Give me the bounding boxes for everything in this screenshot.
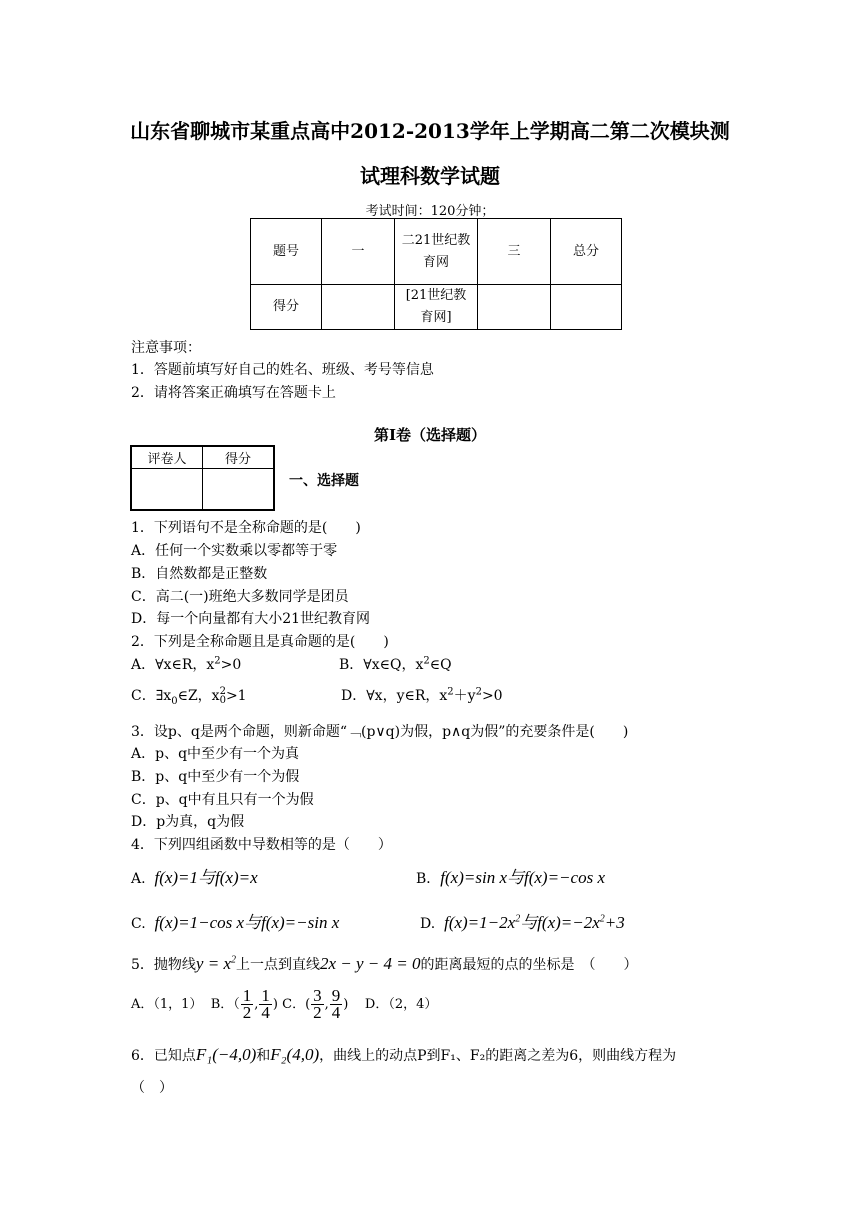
question-6 [131,1045,676,1065]
q2-b-pre: B．∀x∈Q，x [339,657,424,673]
q2-a-pre: A．∀x∈R，x [131,657,215,673]
q6-f1: F₁(−4,0) [195,1045,257,1064]
q2-option-b: B．∀x∈Q，$x^2\in Q$ [339,655,452,673]
score-table-cell: 总分 [551,219,622,285]
q1-option-a: A．任何一个实数乘以零都等于零 [131,543,338,559]
q5-option-b: B．（ [210,997,240,1012]
q5-frac-den: 2 [242,1003,252,1022]
q5-frac-num: 3 [313,986,322,1005]
q2-d-post: >0 [481,688,503,704]
q1-option-d: D．每一个向量都有大小21世纪教育网 [131,611,371,627]
q5-mid: 上一点到直线 [235,957,320,973]
grader-reviewer-cell [131,468,203,510]
q5-frac-num: 1 [242,986,252,1005]
q4-option-a [131,863,258,888]
q5-option-c: C．( [282,997,311,1012]
score-table-cell [322,285,395,330]
q2-c-post: >1 [225,688,247,704]
question-3: 3．设p、q是两个命题，则新命题“﹁(p∨q)为假，p∧q为假”的充要条件是( ) [131,724,629,740]
grader-reviewer-label: 评卷人 [131,446,203,468]
q5-option-d: D．（2，4） [364,997,438,1012]
grader-score-label: 得分 [203,446,275,468]
q6-and: 和 [256,1048,271,1064]
q5-math-1: y = x [195,954,231,973]
q4-d-pre: f(x)=1−2x [444,913,516,932]
score-table-cell: 二21世纪教育网 [395,219,478,285]
q5-frac-num: 1 [261,986,270,1005]
grader-score-cell [203,468,275,510]
q5-options: A．（1，1） B．（ $\frac{1}{2}$ , $\frac{1}{4}$ ) C．( $\frac{3}{2}$ , $\frac{9}{4}$ ) D．（2，4） [131,986,438,1022]
q5-option-a: A．（1，1） [131,997,203,1012]
q4-option-d: D. $f(x)=1-2x^2$与$f(x)=-2x^2+3$ [420,913,625,932]
note-item: 1．答题前填写好自己的姓名、班级、考号等信息 [131,362,434,378]
q1-option-b: B．自然数都是正整数 [131,566,268,582]
q2-d-mid: ＋y [453,688,476,704]
q2-option-c: C．$\exists x_0\in Z$，x2 0>1 [131,686,247,707]
q3-option-c: C．p、q中有且只有一个为假 [131,792,314,808]
q5-frac-num: 9 [331,986,341,1005]
note-item: 2．请将答案正确填写在答题卡上 [131,385,336,401]
q3-option-a: A．p、q中至少有一个为真 [131,746,300,762]
q1-option-c: C．高二(一)班绝大多数同学是团员 [131,589,349,605]
q2-option-d: D．∀x，y∈R，$x^2+y^2>0$ [341,686,503,704]
q4-a-math: f(x)=1与f(x)=x [154,868,258,887]
q4-a-label: A. [131,871,146,887]
q4-d-mid: 与f(x)=−2x [520,913,600,932]
score-table-cell: 得分 [251,285,322,330]
grader-table [130,445,275,511]
score-table-cell: 题号 [251,219,322,285]
q5-math-2: 2x − y − 4 = 0 [319,954,421,973]
q4-d-label: D. [420,916,436,932]
q4-b-label: B． [416,871,441,887]
score-table-cell: 一 [322,219,395,285]
q6-f2: F₂(4,0) [270,1045,320,1064]
title-line-2: 试理科数学试题 [360,164,500,188]
q6-paren: （ ） [131,1080,173,1096]
q5-post: 的距离最短的点的坐标是 （ ） [420,957,638,973]
score-table-cell: [21世纪教育网] [395,285,478,330]
q2-c-mid: ∈Z，x [177,688,220,704]
score-table-cell: 三 [478,219,551,285]
q4-b-math: f(x)=sin x与f(x)=−cos x [440,868,605,887]
q4-c-math: f(x)=1−cos x与f(x)=−sin x [154,913,340,932]
score-table-cell [478,285,551,330]
score-table [250,218,622,330]
q5-pre: 5．抛物线 [131,957,196,973]
q2-b-post: ∈Q [429,657,452,673]
title-line-1: 山东省聊城市某重点高中2012-2013学年上学期高二第二次模块测 [130,119,730,143]
notes-heading: 注意事项： [131,340,201,356]
score-table-cell [551,285,622,330]
question-1: 1．下列语句不是全称命题的是( ) [131,520,361,536]
part-title: 第Ⅰ卷（选择题） [373,426,487,444]
q5-frac-den: 4 [331,1003,341,1022]
question-4: 4．下列四组函数中导数相等的是（ ） [131,837,392,853]
section-title: 一、选择题 [289,473,359,489]
question-5: 5．抛物线$y = x^2$上一点到直线2x − y − 4 = 0的距离最短的点的坐标是 （ ） [131,954,638,973]
question-2: 2．下列是全称命题且是真命题的是( ) [131,634,389,650]
q5-frac-den: 4 [261,1003,270,1022]
q4-option-b [416,863,605,888]
q2-a-post: >0 [220,657,242,673]
q5-frac-den: 2 [313,1003,322,1022]
q2-option-a: A．∀x∈R，$x^2>0$ [131,655,242,673]
q4-option-c [131,908,339,933]
q3-option-d: D．p为真，q为假 [131,814,245,830]
q3-option-b: B．p、q中至少有一个为假 [131,769,300,785]
q6-pre: 6．已知点 [131,1048,196,1064]
q2-c-pre: C．∃x [131,688,172,704]
q2-d-pre: D．∀x，y∈R，x [341,688,448,704]
q6-post: ，曲线上的动点P到F₁、F₂的距离之差为6，则曲线方程为 [319,1048,677,1064]
q4-c-label: C. [131,916,146,932]
q4-d-post: +3 [604,913,625,932]
exam-time: 考试时间：120分钟； [365,204,495,219]
